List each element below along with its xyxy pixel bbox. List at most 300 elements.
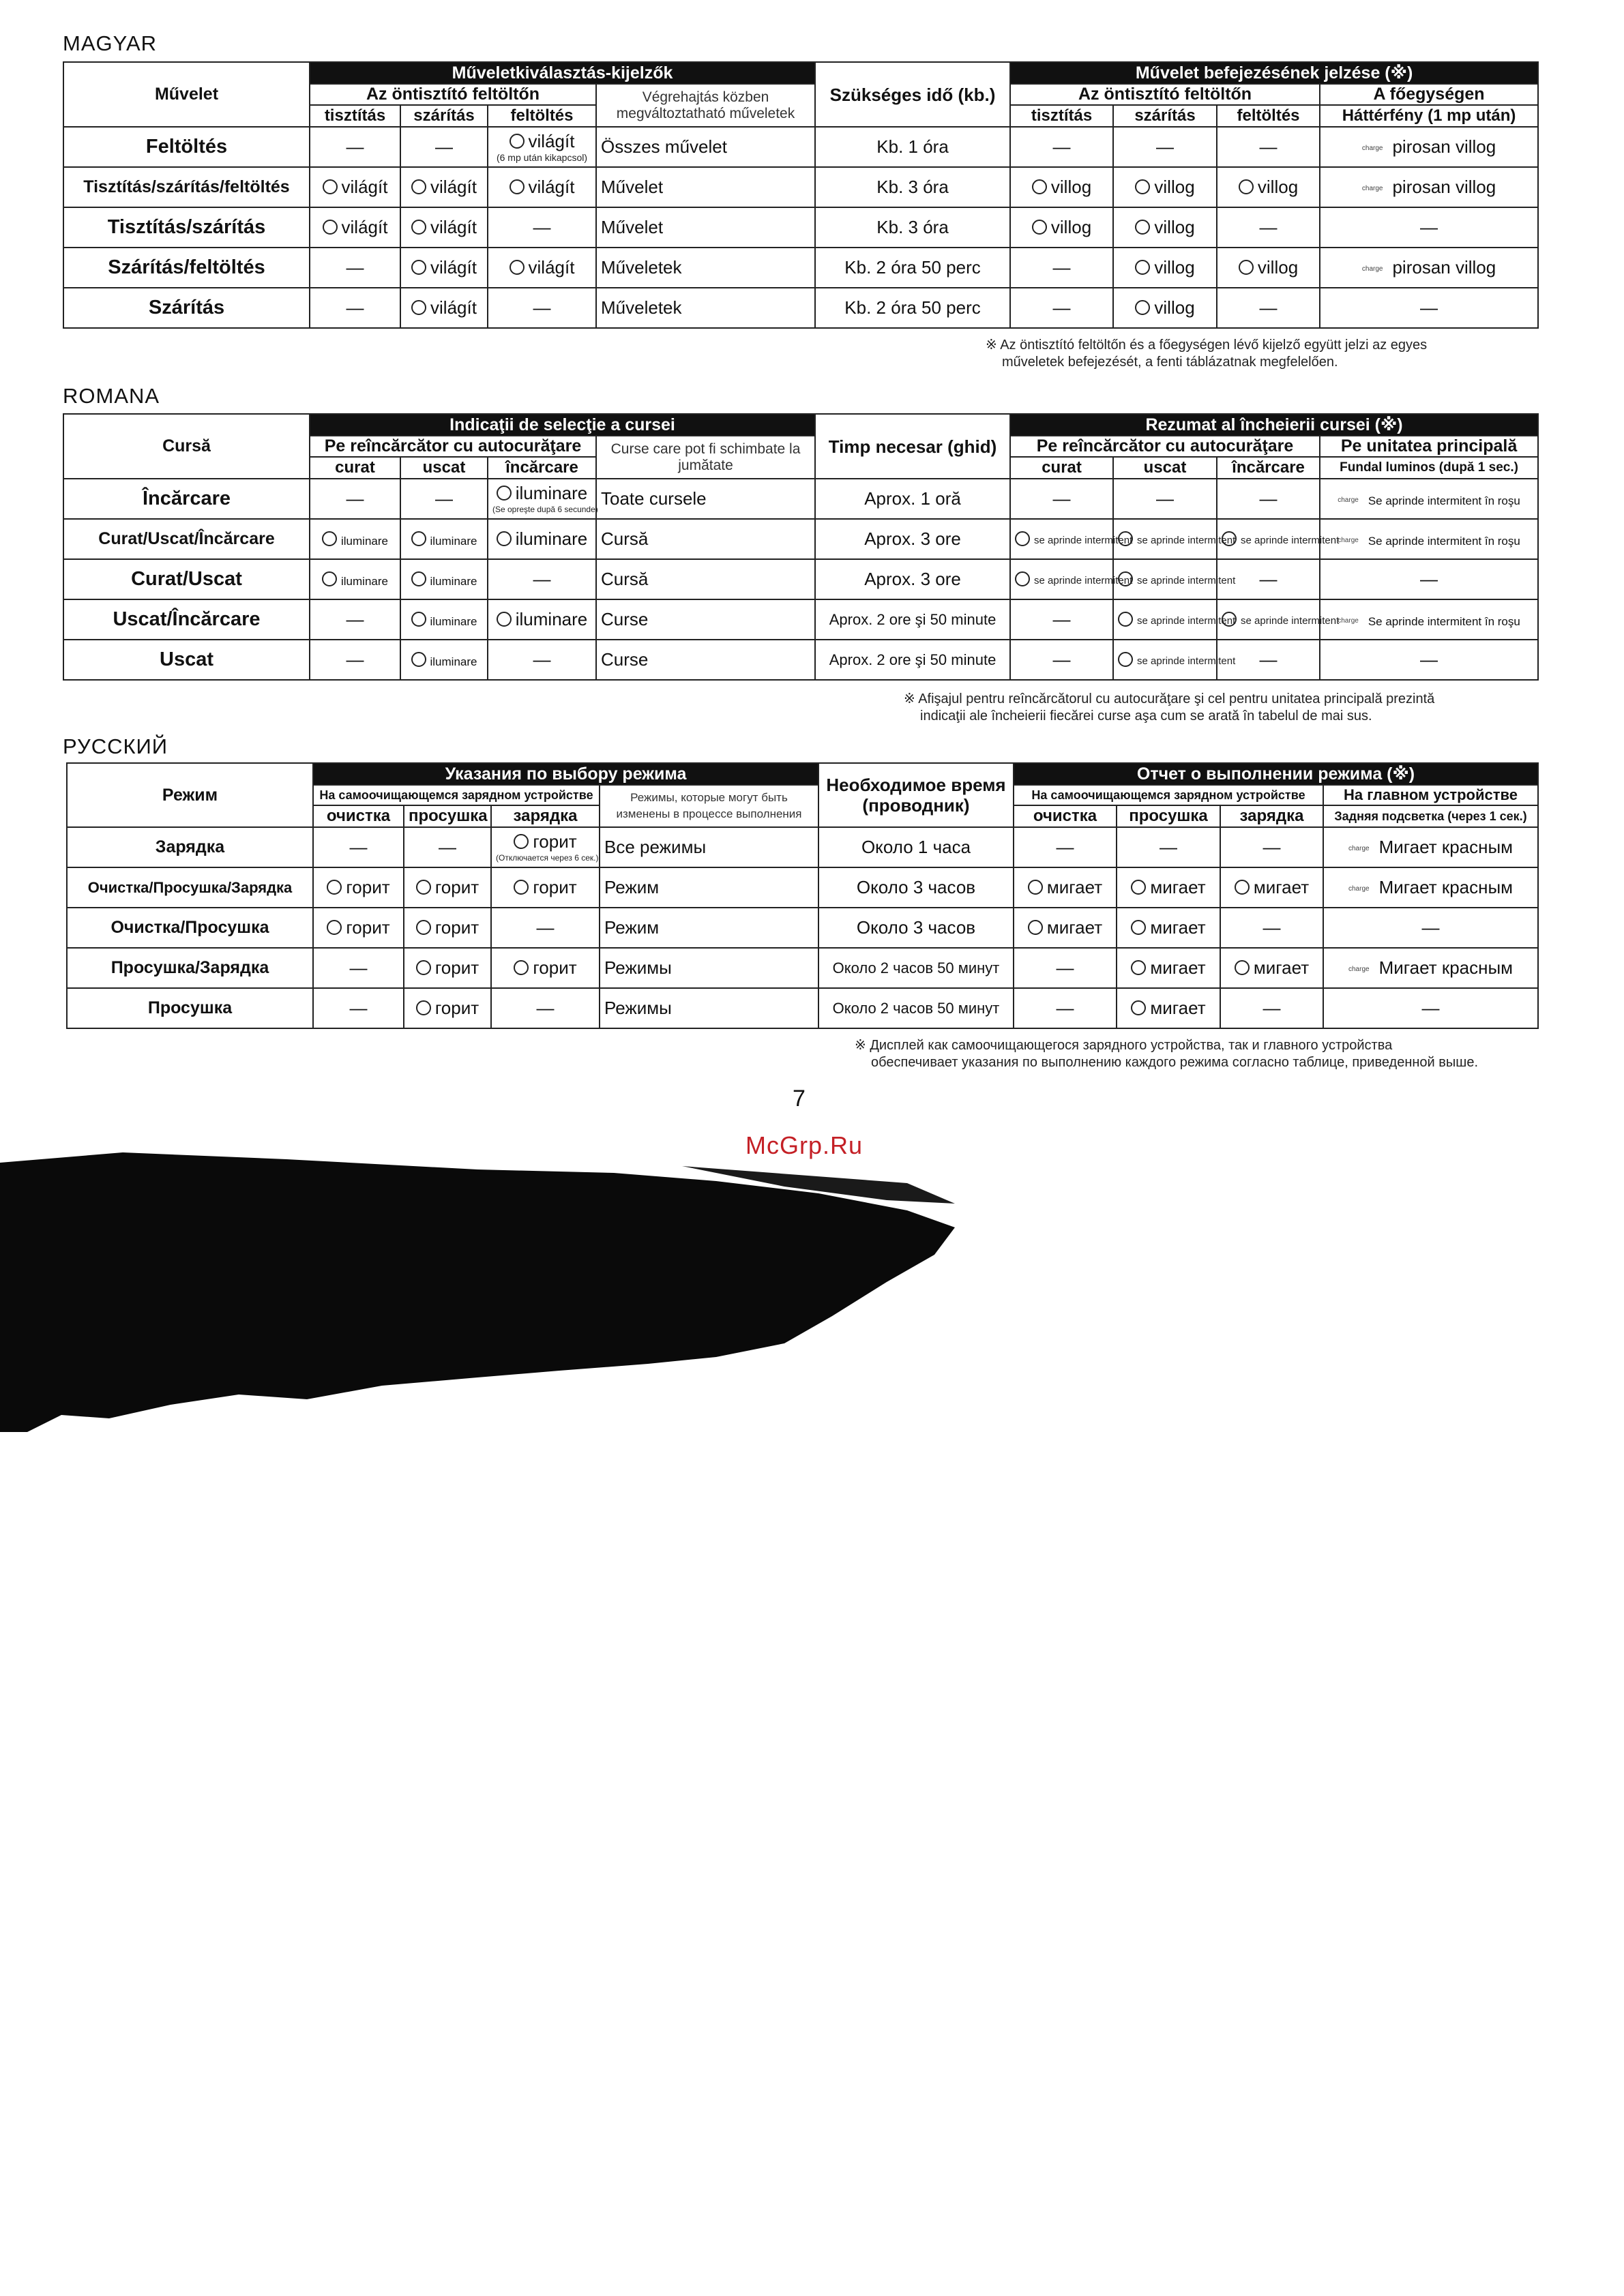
page-number: 7 <box>793 1086 806 1112</box>
cell-r-clean-text: se aprinde intermitent <box>1034 534 1133 546</box>
indicator-circle-icon <box>411 260 426 275</box>
indicator-circle-icon <box>327 880 342 895</box>
indicator-circle-icon <box>497 486 512 501</box>
indicator-circle-icon <box>510 179 525 194</box>
col-r-charge: feltöltés <box>1217 105 1320 127</box>
row-name: Încărcare <box>63 479 310 519</box>
charge-icon: charge <box>1361 265 1383 273</box>
indicator-circle-icon <box>514 880 529 895</box>
cell-r-charge-text: se aprinde intermitent <box>1241 534 1340 546</box>
indicator-circle-icon <box>1028 920 1043 935</box>
cell-charge: — <box>488 640 596 680</box>
cell-charge <box>491 867 600 908</box>
cell-backlight-text: Мигает красным <box>1378 957 1514 978</box>
cell-r-dry <box>1113 248 1217 288</box>
col-r-dry: просушка <box>1117 805 1220 827</box>
indicator-circle-icon <box>411 179 426 194</box>
cell-r-clean: — <box>1010 640 1113 680</box>
cell-charge-text: világít <box>528 177 575 197</box>
indicator-circle-icon <box>1131 920 1146 935</box>
cell-time: Kb. 2 óra 50 perc <box>815 288 1010 328</box>
cell-r-clean: — <box>1010 127 1113 167</box>
cell-r-dry: — <box>1113 127 1217 167</box>
col-header-row: Művelet <box>63 62 310 127</box>
section-title-romana: ROMANA <box>63 384 160 408</box>
cell-charge: — <box>488 207 596 248</box>
table-row <box>67 948 1538 988</box>
sub-header-change: Curse care pot fi schimbate la jumătate <box>596 436 815 479</box>
cell-r-dry-text: мигает <box>1150 917 1206 938</box>
col-header-time: Timp necesar (ghid) <box>815 414 1010 479</box>
cell-change: Режим <box>600 867 818 908</box>
cell-r-charge <box>1217 167 1320 207</box>
cell-backlight <box>1320 479 1538 519</box>
charge-note: (Se opreşte după 6 secunde) <box>492 505 598 514</box>
cell-dry <box>400 207 488 248</box>
cell-dry-text: világít <box>430 217 477 237</box>
cell-time: Около 3 часов <box>818 867 1014 908</box>
cell-time: Kb. 3 óra <box>815 167 1010 207</box>
cell-dry <box>400 640 488 680</box>
cell-clean: — <box>313 948 404 988</box>
cell-dry-text: világít <box>430 177 477 197</box>
cell-dry-text: iluminare <box>430 535 477 548</box>
cell-r-dry: — <box>1113 479 1217 519</box>
row-name: Uscat <box>63 640 310 680</box>
cell-time: Около 2 часов 50 минут <box>818 988 1014 1028</box>
cell-backlight-text: Se aprinde intermitent în roşu <box>1368 535 1520 548</box>
indicator-circle-icon <box>416 1000 431 1015</box>
table-row <box>67 867 1538 908</box>
cell-charge-text: горит <box>533 957 577 978</box>
cell-change: Режим <box>600 908 818 948</box>
indicator-circle-icon <box>323 179 338 194</box>
cell-dry-text: горит <box>434 998 479 1018</box>
indicator-circle-icon <box>1118 531 1133 546</box>
cell-r-dry-text: se aprinde intermitent <box>1137 614 1236 627</box>
table-row <box>63 559 1538 599</box>
row-name: Curat/Uscat <box>63 559 310 599</box>
cell-r-dry <box>1113 167 1217 207</box>
cell-r-dry <box>1113 599 1236 640</box>
cell-backlight <box>1323 827 1538 867</box>
charge-icon: charge <box>1361 184 1383 192</box>
indicator-circle-icon <box>1135 300 1150 315</box>
sub-header-main: Pe unitatea principală <box>1320 436 1538 457</box>
cell-r-clean-text: villog <box>1050 177 1092 197</box>
cell-r-clean <box>1014 908 1117 948</box>
col-r-charge: зарядка <box>1220 805 1323 827</box>
col-header-time: Szükséges idő (kb.) <box>815 62 1010 127</box>
cell-charge <box>488 127 596 167</box>
cell-dry: — <box>404 827 491 867</box>
cell-r-dry-text: мигает <box>1150 877 1206 897</box>
cell-r-charge <box>1217 519 1340 559</box>
col-backlight: Háttérfény (1 mp után) <box>1320 105 1538 127</box>
col-dry: uscat <box>400 457 488 479</box>
table-row <box>63 207 1538 248</box>
cell-r-charge <box>1217 248 1320 288</box>
cell-time: Aprox. 2 ore şi 50 minute <box>815 599 1010 640</box>
col-r-clean: очистка <box>1014 805 1117 827</box>
indicator-circle-icon <box>1222 531 1237 546</box>
cell-change: Curse <box>596 640 815 680</box>
cell-backlight-text: Se aprinde intermitent în roşu <box>1368 494 1520 507</box>
cell-charge-text: горит <box>533 831 577 852</box>
cell-dry <box>404 908 491 948</box>
row-name: Szárítás/feltöltés <box>63 248 310 288</box>
cell-r-charge: — <box>1220 988 1323 1028</box>
cell-time: Kb. 1 óra <box>815 127 1010 167</box>
col-dry: szárítás <box>400 105 488 127</box>
cell-clean-text: горит <box>346 917 390 938</box>
cell-change: Művelet <box>596 207 815 248</box>
col-header-row: Режим <box>67 763 313 827</box>
smudge-shape <box>0 1152 955 1432</box>
table-row <box>67 827 1538 867</box>
footnote-line: műveletek befejezését, a fenti táblázatnak megfelelően. <box>1002 355 1338 370</box>
col-charge: încărcare <box>488 457 596 479</box>
cell-r-charge <box>1220 867 1323 908</box>
cell-r-charge: — <box>1217 207 1320 248</box>
cell-change: Все режимы <box>600 827 818 867</box>
cell-r-clean <box>1010 167 1113 207</box>
cell-r-charge: — <box>1217 127 1320 167</box>
indicator-circle-icon <box>510 260 525 275</box>
cell-r-charge-text: se aprinde intermitent <box>1241 614 1340 627</box>
cell-change: Összes művelet <box>596 127 815 167</box>
indicator-circle-icon <box>411 612 426 627</box>
cell-charge <box>491 948 600 988</box>
cell-dry: — <box>400 479 488 519</box>
cell-backlight: — <box>1323 908 1538 948</box>
indicator-circle-icon <box>1015 531 1030 546</box>
charge-icon: charge <box>1338 536 1359 544</box>
section-title-russian: РУССКИЙ <box>63 734 168 758</box>
cell-backlight-text: Мигает красным <box>1378 877 1514 897</box>
indicator-circle-icon <box>1135 179 1150 194</box>
cell-charge: — <box>491 988 600 1028</box>
cell-clean-text: iluminare <box>341 535 388 548</box>
cell-clean: — <box>310 599 400 640</box>
cell-r-clean: — <box>1010 288 1113 328</box>
cell-dry-text: горит <box>434 917 479 938</box>
cell-backlight <box>1320 127 1538 167</box>
charge-icon: charge <box>1348 884 1370 893</box>
cell-r-clean: — <box>1010 479 1113 519</box>
cell-clean: — <box>310 248 400 288</box>
row-name: Curat/Uscat/Încărcare <box>63 519 310 559</box>
cell-clean-text: világít <box>341 177 388 197</box>
cell-charge <box>488 248 596 288</box>
indicator-circle-icon <box>327 920 342 935</box>
cell-charge: — <box>491 908 600 948</box>
table-row <box>67 908 1538 948</box>
indicator-circle-icon <box>411 531 426 546</box>
banner-completion: Művelet befejezésének jelzése (※) <box>1010 62 1538 84</box>
charge-icon: charge <box>1338 616 1359 625</box>
cell-r-dry-text: villog <box>1154 177 1195 197</box>
indicator-circle-icon <box>1135 220 1150 235</box>
col-r-dry: szárítás <box>1113 105 1217 127</box>
cell-r-clean <box>1014 867 1117 908</box>
cell-change: Műveletek <box>596 288 815 328</box>
section-title-magyar: MAGYAR <box>63 31 158 55</box>
cell-clean-text: iluminare <box>341 575 388 588</box>
cell-backlight-text: pirosan villog <box>1392 136 1496 157</box>
row-name: Uscat/Încărcare <box>63 599 310 640</box>
cell-charge <box>488 167 596 207</box>
cell-r-clean <box>1010 559 1133 599</box>
cell-backlight: — <box>1320 207 1538 248</box>
indicator-circle-icon <box>1235 960 1250 975</box>
scan-smudge-artifact <box>0 1146 1023 1432</box>
col-clean: очистка <box>313 805 404 827</box>
cell-clean <box>313 867 404 908</box>
cell-backlight: — <box>1320 288 1538 328</box>
indicator-circle-icon <box>1118 571 1133 586</box>
cell-dry-text: világít <box>430 297 477 318</box>
indicator-circle-icon <box>1131 880 1146 895</box>
footnote-line: обеспечивает указания по выполнению каждого режима согласно таблице, приведенной выше. <box>871 1055 1479 1070</box>
cell-change: Cursă <box>596 519 815 559</box>
cell-clean-text: világít <box>341 217 388 237</box>
cell-clean: — <box>313 988 404 1028</box>
table-row <box>63 167 1538 207</box>
col-clean: tisztítás <box>310 105 400 127</box>
indicator-circle-icon <box>1239 260 1254 275</box>
row-name: Очистка/Просушка/Зарядка <box>67 867 313 908</box>
indicator-circle-icon <box>416 960 431 975</box>
col-charge: feltöltés <box>488 105 596 127</box>
cell-time: Aprox. 1 oră <box>815 479 1010 519</box>
cell-backlight: — <box>1323 988 1538 1028</box>
col-header-row: Cursă <box>63 414 310 479</box>
cell-charge-text: iluminare <box>515 483 588 503</box>
cell-r-dry-text: мигает <box>1150 957 1206 978</box>
banner-completion: Отчет о выполнении режима (※) <box>1014 763 1538 785</box>
sub-header-charger-right: На самоочищающемся зарядном устройстве <box>1014 785 1323 805</box>
banner-selection: Indicaţii de selecţie a cursei <box>310 414 815 436</box>
row-name: Зарядка <box>67 827 313 867</box>
col-clean: curat <box>310 457 400 479</box>
cell-r-charge: — <box>1217 479 1320 519</box>
watermark-logo: McGrp.Ru <box>745 1131 863 1159</box>
cell-charge: — <box>488 559 596 599</box>
cell-dry-text: горит <box>434 877 479 897</box>
table-row <box>63 248 1538 288</box>
cell-clean <box>310 207 400 248</box>
cell-dry-text: горит <box>434 957 479 978</box>
cell-backlight: — <box>1320 559 1538 599</box>
cell-r-dry <box>1117 988 1220 1028</box>
row-name: Feltöltés <box>63 127 310 167</box>
table-row <box>63 519 1538 559</box>
cell-backlight <box>1320 167 1538 207</box>
footnote-russian <box>855 1037 1478 1071</box>
cell-r-clean <box>1010 207 1113 248</box>
cell-change: Curse <box>596 599 815 640</box>
indicator-circle-icon <box>1239 179 1254 194</box>
cell-r-dry <box>1117 948 1220 988</box>
cell-r-dry-text: мигает <box>1150 998 1206 1018</box>
row-name: Szárítás <box>63 288 310 328</box>
sub-header-main: A főegységen <box>1320 84 1538 105</box>
cell-change: Cursă <box>596 559 815 599</box>
row-name: Tisztítás/szárítás/feltöltés <box>63 167 310 207</box>
col-charge: зарядка <box>491 805 600 827</box>
cell-dry <box>400 599 488 640</box>
col-r-clean: tisztítás <box>1010 105 1113 127</box>
row-name: Tisztítás/szárítás <box>63 207 310 248</box>
col-backlight: Задняя подсветка (через 1 сек.) <box>1323 805 1538 827</box>
table-row <box>63 640 1538 680</box>
indicator-circle-icon <box>322 531 337 546</box>
indicator-circle-icon <box>411 220 426 235</box>
sub-header-charger: На самоочищающемся зарядном устройстве <box>313 785 600 805</box>
cell-r-clean: — <box>1014 827 1117 867</box>
indicator-circle-icon <box>497 612 512 627</box>
cell-clean: — <box>313 827 404 867</box>
cell-dry <box>404 988 491 1028</box>
cell-charge <box>488 479 596 519</box>
cell-r-clean-text: мигает <box>1046 877 1103 897</box>
sub-header-charger-right: Az öntisztító feltöltőn <box>1010 84 1320 105</box>
cell-time: Около 2 часов 50 минут <box>818 948 1014 988</box>
cell-backlight <box>1320 599 1538 640</box>
cell-charge <box>491 827 600 867</box>
col-dry: просушка <box>404 805 491 827</box>
sub-header-change: Végrehajtás közben megváltoztatható műveletek <box>596 84 815 127</box>
cell-clean: — <box>310 640 400 680</box>
cell-r-clean-text: мигает <box>1046 917 1103 938</box>
cell-clean: — <box>310 127 400 167</box>
cell-charge <box>488 599 596 640</box>
cell-time: Около 1 часа <box>818 827 1014 867</box>
cell-r-clean-text: villog <box>1050 217 1092 237</box>
indicator-circle-icon <box>1118 612 1133 627</box>
sub-header-main: На главном устройстве <box>1323 785 1538 805</box>
cell-r-charge-text: мигает <box>1253 877 1310 897</box>
cell-change: Műveletek <box>596 248 815 288</box>
charge-note: (Отключается через 6 сек.) <box>496 853 599 863</box>
cell-r-charge <box>1217 599 1340 640</box>
cell-r-dry <box>1113 519 1236 559</box>
cell-charge-text: iluminare <box>515 528 588 549</box>
cell-clean <box>310 167 400 207</box>
cell-backlight <box>1323 948 1538 988</box>
cell-dry-text: iluminare <box>430 655 477 668</box>
indicator-circle-icon <box>323 220 338 235</box>
cell-dry-text: iluminare <box>430 615 477 628</box>
row-name: Очистка/Просушка <box>67 908 313 948</box>
banner-selection: Műveletkiválasztás-kijelzők <box>310 62 815 84</box>
cell-dry <box>400 519 488 559</box>
cell-r-charge: — <box>1217 640 1320 680</box>
cell-time: Aprox. 2 ore şi 50 minute <box>815 640 1010 680</box>
table-russian <box>66 762 1539 1029</box>
sub-header-charger-right: Pe reîncărcător cu autocurăţare <box>1010 436 1320 457</box>
cell-r-dry-text: villog <box>1154 217 1195 237</box>
indicator-circle-icon <box>497 531 512 546</box>
cell-backlight-text: pirosan villog <box>1392 177 1496 197</box>
cell-time: Aprox. 3 ore <box>815 519 1010 559</box>
cell-backlight: — <box>1320 640 1538 680</box>
footnote-romana <box>904 691 1434 725</box>
cell-r-clean: — <box>1010 248 1113 288</box>
cell-r-dry-text: se aprinde intermitent <box>1137 655 1236 667</box>
col-header-time: Необходимое время (проводник) <box>818 763 1014 827</box>
cell-charge: — <box>488 288 596 328</box>
cell-r-dry-text: villog <box>1154 257 1195 278</box>
indicator-circle-icon <box>416 920 431 935</box>
cell-time: Aprox. 3 ore <box>815 559 1010 599</box>
cell-r-charge <box>1220 948 1323 988</box>
banner-completion: Rezumat al încheierii cursei (※) <box>1010 414 1538 436</box>
cell-time: Kb. 3 óra <box>815 207 1010 248</box>
cell-r-dry <box>1113 640 1236 680</box>
cell-charge-text: горит <box>533 877 577 897</box>
table-magyar <box>63 61 1539 329</box>
cell-dry <box>400 288 488 328</box>
sub-header-charger: Pe reîncărcător cu autocurăţare <box>310 436 596 457</box>
row-name: Просушка/Зарядка <box>67 948 313 988</box>
cell-r-charge-text: мигает <box>1253 957 1310 978</box>
footnote-line: ※ Afişajul pentru reîncărcătorul cu autocurăţare şi cel pentru unitatea principală prezintă <box>904 691 1435 706</box>
cell-time: Около 3 часов <box>818 908 1014 948</box>
cell-charge-text: világít <box>528 257 575 278</box>
indicator-circle-icon <box>1222 612 1237 627</box>
cell-clean <box>313 908 404 948</box>
cell-r-dry: — <box>1117 827 1220 867</box>
indicator-circle-icon <box>1032 179 1047 194</box>
indicator-circle-icon <box>1028 880 1043 895</box>
table-row <box>63 599 1538 640</box>
col-r-dry: uscat <box>1113 457 1217 479</box>
cell-clean <box>310 519 400 559</box>
cell-clean: — <box>310 288 400 328</box>
indicator-circle-icon <box>510 134 525 149</box>
charge-icon: charge <box>1361 144 1383 152</box>
cell-r-clean-text: se aprinde intermitent <box>1034 574 1133 586</box>
cell-dry <box>404 948 491 988</box>
cell-dry <box>400 248 488 288</box>
table-row <box>67 988 1538 1028</box>
indicator-circle-icon <box>514 960 529 975</box>
cell-backlight-text: Мигает красным <box>1378 837 1514 857</box>
cell-r-dry <box>1113 288 1217 328</box>
cell-dry: — <box>400 127 488 167</box>
cell-r-charge: — <box>1220 827 1323 867</box>
indicator-circle-icon <box>1118 652 1133 667</box>
cell-backlight <box>1323 867 1538 908</box>
cell-backlight-text: pirosan villog <box>1392 257 1496 278</box>
indicator-circle-icon <box>1131 1000 1146 1015</box>
cell-dry <box>404 867 491 908</box>
cell-r-clean <box>1010 519 1133 559</box>
cell-clean: — <box>310 479 400 519</box>
charge-icon: charge <box>1348 965 1370 973</box>
table-row <box>63 127 1538 167</box>
indicator-circle-icon <box>1015 571 1030 586</box>
indicator-circle-icon <box>514 834 529 849</box>
cell-charge-text: iluminare <box>515 609 588 629</box>
indicator-circle-icon <box>411 571 426 586</box>
cell-r-clean: — <box>1014 948 1117 988</box>
indicator-circle-icon <box>1235 880 1250 895</box>
cell-r-clean: — <box>1014 988 1117 1028</box>
cell-r-charge: — <box>1217 559 1320 599</box>
